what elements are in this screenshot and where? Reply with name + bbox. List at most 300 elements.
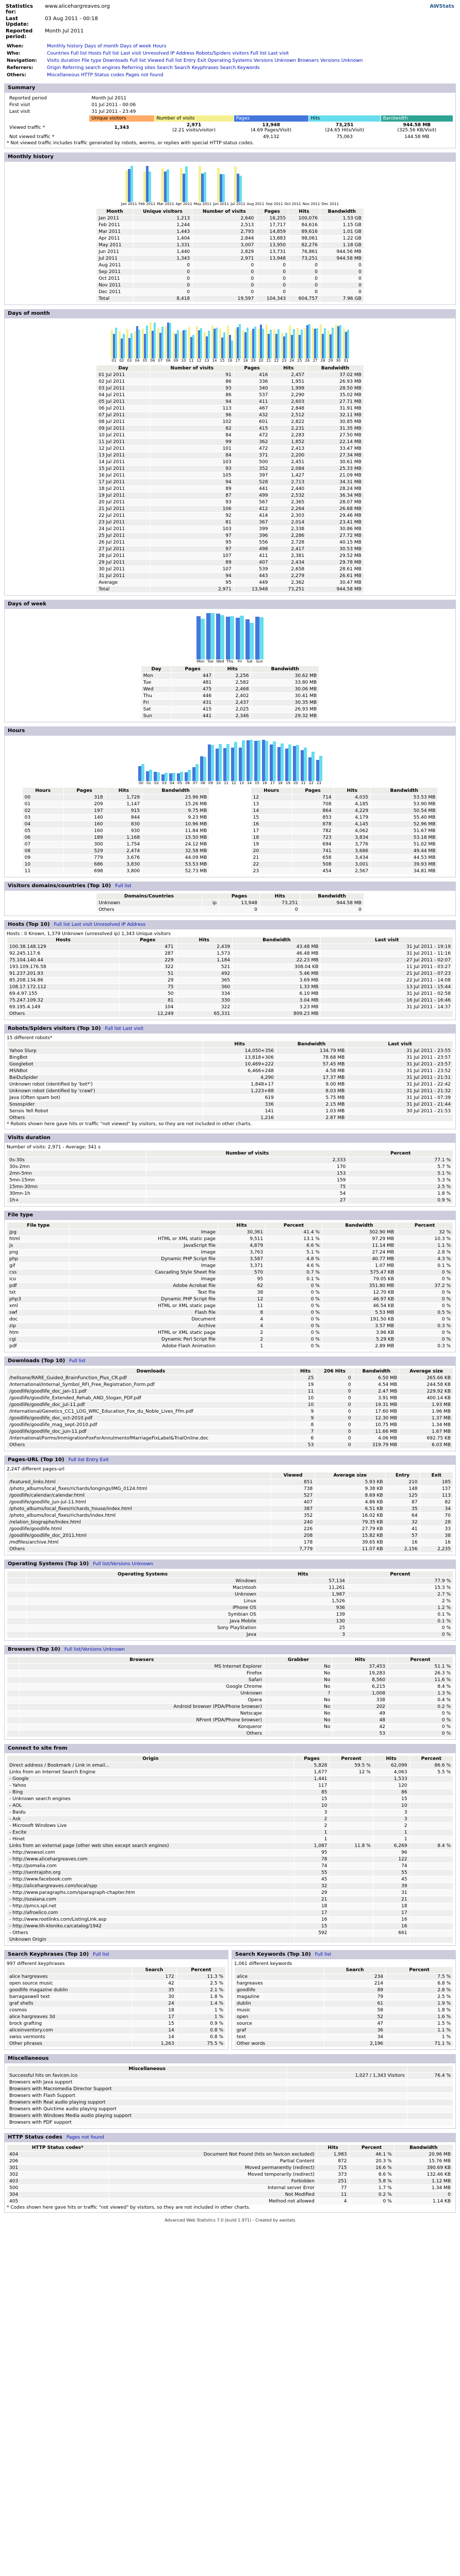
table-cell: 878 xyxy=(292,821,334,828)
chart-bar-group xyxy=(252,166,259,202)
nav-link[interactable]: Viewed xyxy=(147,58,165,63)
table-cell: 2,603 xyxy=(270,399,307,405)
table-cell: 10 xyxy=(373,1803,409,1809)
table-cell xyxy=(330,1910,373,1917)
table-cell: - AOL xyxy=(7,1803,294,1809)
table-cell xyxy=(330,1796,373,1803)
nav-link[interactable]: Full list xyxy=(250,51,267,56)
table-row xyxy=(22,821,209,828)
table-cell xyxy=(409,1783,453,1789)
nav-link[interactable]: Last visit xyxy=(268,51,289,56)
table-cell: ip xyxy=(202,900,219,907)
table-cell: 51.1 % xyxy=(387,1664,453,1670)
days-of-month-section-title xyxy=(4,309,456,318)
nav-link[interactable]: Visits duration xyxy=(47,58,80,63)
table-cell: 407 xyxy=(271,1499,315,1506)
chart-label: 04 xyxy=(170,781,174,785)
table-cell: Document Not Found (hits on favicon excluded) xyxy=(108,2151,317,2158)
table-cell: 37.02 MB xyxy=(307,372,364,379)
table-cell: 322 xyxy=(119,964,176,971)
table-cell xyxy=(330,1836,373,1843)
table-cell: 0 % xyxy=(397,1296,453,1303)
table-cell: 1.2 % xyxy=(347,1605,453,1612)
chart-bar-group xyxy=(234,166,242,202)
chart-bar xyxy=(281,743,284,781)
table-cell: 19 xyxy=(251,841,292,848)
table-cell: 30 Jul 2011 xyxy=(96,566,151,573)
table-cell: 12 Jul 2011 xyxy=(96,446,151,452)
table-cell: Dynamic Perl Script file xyxy=(70,1336,218,1343)
table-cell xyxy=(330,1883,373,1890)
section-link[interactable]: Pages not found xyxy=(66,2135,104,2140)
section-link[interactable]: Full list xyxy=(54,922,70,927)
table-header-row xyxy=(7,1571,453,1578)
table-cell: 103 xyxy=(150,459,234,466)
table-cell xyxy=(330,1896,373,1903)
nav-link[interactable]: Unresolved IP Address xyxy=(142,51,195,56)
table-cell: 22.23 MB xyxy=(233,957,321,964)
table-cell: 0.2 % xyxy=(387,1704,453,1710)
nav-link[interactable]: File type xyxy=(81,58,102,63)
table-cell: 153 xyxy=(146,1171,348,1177)
section-title-text: Days of week xyxy=(8,601,46,607)
table-cell: hargreaves xyxy=(235,1980,324,1987)
section-link[interactable]: Unresolved IP Address xyxy=(93,922,146,927)
table-cell: Adobe Flash Animation xyxy=(70,1343,218,1350)
table-row xyxy=(7,1375,453,1382)
table-cell: 30.53 MB xyxy=(307,546,364,553)
nav-link[interactable]: Versions xyxy=(253,58,273,63)
chart-bar-group xyxy=(111,323,117,359)
section-link[interactable]: Full list xyxy=(69,1359,86,1364)
table-cell: 1 xyxy=(294,1829,330,1836)
table-row xyxy=(7,1061,453,1068)
column-header: Hits xyxy=(270,365,307,372)
table-cell xyxy=(407,2113,453,2120)
table-cell: 0 xyxy=(320,276,364,282)
table-cell: 319.79 MB xyxy=(353,1442,399,1449)
summary-number: 944.58 MB xyxy=(403,123,431,128)
chart-label: 19 xyxy=(286,781,290,785)
nav-link[interactable]: Unknown xyxy=(341,58,363,63)
chart-bar xyxy=(288,744,291,781)
table-cell: 22 xyxy=(251,861,292,868)
table-cell: 0 % xyxy=(266,1323,322,1330)
table-cell: 31.91 MB xyxy=(307,405,364,412)
table-cell: 2,451 xyxy=(270,459,307,466)
table-cell: 21 xyxy=(294,1896,330,1903)
monthly-table xyxy=(96,208,364,302)
nav-link[interactable]: Versions xyxy=(320,58,340,63)
chart-bar xyxy=(188,770,191,781)
table-row xyxy=(7,2021,226,2027)
table-cell: /goodlife/goodlife.html xyxy=(7,1526,271,1533)
section-link[interactable]: Full list xyxy=(93,1952,109,1957)
table-cell: 25 xyxy=(258,1625,347,1632)
table-cell: 1.18 GB xyxy=(320,242,364,249)
chart-column xyxy=(255,613,264,664)
table-cell: 226 xyxy=(271,1526,315,1533)
summary-value: Month Jul 2011 xyxy=(89,95,453,102)
table-cell: 79 xyxy=(324,1994,386,2001)
table-cell: 69.195.4.149 xyxy=(7,1004,120,1011)
table-cell: Java xyxy=(27,1632,259,1638)
table-cell xyxy=(407,2099,453,2106)
table-cell: 2,829 xyxy=(192,249,256,256)
nav-link[interactable]: Unknown xyxy=(274,58,297,63)
section-link[interactable]: Entry xyxy=(86,1458,98,1463)
table-cell: 39 xyxy=(373,1883,409,1890)
summary-number: 1,343 xyxy=(114,125,129,130)
table-cell: 2.15 MB xyxy=(276,1101,347,1108)
filetypes-table xyxy=(7,1222,453,1350)
summary-value: 31 Jul 2011 - 23:49 xyxy=(89,109,453,115)
table-cell: 104,343 xyxy=(256,296,288,302)
table-row xyxy=(7,1731,453,1737)
chart-bar xyxy=(206,613,210,659)
chart-bar xyxy=(149,770,152,781)
table-cell: dublin xyxy=(235,2001,324,2007)
table-row xyxy=(7,1910,453,1917)
chart-bar-group xyxy=(161,166,169,202)
nav-link[interactable]: Exit xyxy=(197,58,206,63)
chart-bar-group xyxy=(134,323,140,359)
nav-link[interactable]: Downloads xyxy=(103,58,128,63)
table-cell: Dynamic PHP Script file xyxy=(70,1256,218,1263)
section-link[interactable]: Unknown xyxy=(132,1562,154,1567)
table-row xyxy=(7,1048,453,1055)
chart-label: 03 xyxy=(162,781,167,785)
nav-link[interactable]: Full list xyxy=(166,58,183,63)
table-cell: 373 xyxy=(317,2172,349,2178)
nav-link[interactable]: Referring search engines xyxy=(62,65,121,71)
table-row xyxy=(7,1415,453,1422)
table-row xyxy=(96,432,364,439)
table-cell: 441 xyxy=(234,486,270,493)
section-link[interactable]: Exit xyxy=(100,1458,109,1463)
chart-label: 16 xyxy=(262,781,267,785)
robots-table xyxy=(7,1041,453,1122)
section-link[interactable]: Full list xyxy=(68,1458,85,1463)
column-header: Hours xyxy=(251,788,292,794)
chart-label: 19 xyxy=(251,359,256,363)
table-cell: 209 xyxy=(63,801,105,808)
chart-bar-group xyxy=(297,323,303,359)
table-cell: 19 xyxy=(294,1382,316,1388)
summary-notviewed-label: Not viewed traffic * xyxy=(7,134,89,141)
table-row xyxy=(235,1994,453,2001)
table-cell: 234 xyxy=(324,1974,386,1980)
table-cell: 1.7 % xyxy=(349,2185,394,2192)
table-cell: 1 xyxy=(218,1343,265,1350)
table-cell xyxy=(409,1876,453,1883)
table-row xyxy=(7,1493,453,1499)
table-row xyxy=(96,479,364,486)
table-cell: 1 xyxy=(294,1836,330,1843)
column-header: Percent xyxy=(176,1967,225,1974)
table-cell: 08 xyxy=(22,848,63,855)
table-row xyxy=(7,1191,453,1197)
nav-link[interactable]: Hours xyxy=(153,44,167,49)
table-row xyxy=(7,1402,453,1409)
nav-link[interactable]: Search Keywords xyxy=(220,65,260,71)
table-cell: 18 xyxy=(373,1903,409,1910)
nav-link[interactable]: Full list xyxy=(103,51,119,56)
chart-column xyxy=(227,323,233,363)
table-cell: 3,371 xyxy=(218,1263,265,1269)
table-cell: 30.35 MB xyxy=(251,700,319,706)
table-cell: 723 xyxy=(292,835,334,841)
nav-link[interactable]: Hosts xyxy=(88,51,102,56)
table-cell: 95 xyxy=(150,580,234,586)
table-cell: 872 xyxy=(317,2158,349,2165)
table-cell: 43.48 MB xyxy=(233,944,321,951)
nav-link[interactable]: Referring sites xyxy=(122,65,156,71)
nav-link[interactable]: Days of week xyxy=(120,44,152,49)
nav-link[interactable]: Robots/Spiders visitors xyxy=(195,51,249,56)
file-type-section xyxy=(4,1211,456,1352)
table-cell: 18 xyxy=(132,2007,177,2014)
table-cell: Flash file xyxy=(70,1310,218,1316)
table-row xyxy=(7,1843,453,1850)
table-cell: 45 xyxy=(373,1876,409,1883)
table-cell: 2,303 xyxy=(270,513,307,519)
table-row xyxy=(141,680,319,686)
search-section xyxy=(4,1950,456,2050)
table-cell xyxy=(287,2106,407,2113)
nav-link[interactable]: Pages not found xyxy=(125,73,163,78)
section-link[interactable]: Full list/Versions xyxy=(64,1647,102,1652)
table-cell: 2 xyxy=(218,1336,265,1343)
table-row xyxy=(96,560,364,566)
table-row xyxy=(141,673,319,680)
column-header: Viewed xyxy=(271,1472,315,1479)
column-header: Entry xyxy=(385,1472,420,1479)
table-cell: 2.5 % xyxy=(386,1994,453,2001)
table-row xyxy=(7,997,453,1004)
nav-link[interactable]: Last visit xyxy=(120,51,141,56)
table-cell: 27.71 MB xyxy=(307,399,364,405)
table-cell: 31 Jul 2011 - 21:51 xyxy=(347,1075,453,1081)
table-cell: 0.9 % xyxy=(348,1197,453,1204)
table-cell: 1,677 xyxy=(294,1769,330,1776)
summary-number: 73,251 xyxy=(335,123,354,128)
table-cell: 47 xyxy=(324,2021,386,2027)
table-cell: 6.03 MB xyxy=(400,1442,453,1449)
table-cell: 1,184 xyxy=(176,957,233,964)
table-cell: 13,818+306 xyxy=(203,1055,276,1061)
table-cell: 2,844 xyxy=(192,235,256,242)
table-row xyxy=(7,1863,453,1870)
table-cell: 44.09 MB xyxy=(142,855,209,861)
pages-url-section-body xyxy=(4,1464,456,1555)
chart-bar xyxy=(226,744,229,781)
table-cell: Tue xyxy=(141,680,172,686)
table-cell xyxy=(7,1690,20,1697)
table-cell: 12.70 KB xyxy=(322,1290,396,1296)
table-cell: 9 xyxy=(294,1409,316,1415)
table-cell: MS Internet Explorer xyxy=(19,1664,264,1670)
table-cell: 13,948 xyxy=(234,586,270,593)
summary-blank xyxy=(7,115,89,122)
chart-bar xyxy=(226,617,230,659)
table-cell: 2mn-5mn xyxy=(7,1171,146,1177)
table-cell: 8,418 xyxy=(133,296,192,302)
chart-bar-group xyxy=(216,613,224,659)
table-cell: 340 xyxy=(234,385,270,392)
table-cell: jpg xyxy=(7,1229,70,1236)
table-cell: 27 xyxy=(146,1197,348,1204)
table-cell: open xyxy=(235,2014,324,2021)
miscellaneous-section xyxy=(4,2054,456,2129)
section-link[interactable]: Full list xyxy=(115,884,132,889)
table-cell: png xyxy=(7,1249,70,1256)
chart-column xyxy=(277,740,284,785)
table-cell: 98,061 xyxy=(288,235,320,242)
chart-label: Jun 2011 xyxy=(213,202,229,206)
table-cell xyxy=(409,1917,453,1923)
nav-link[interactable]: Miscellaneous xyxy=(47,73,80,78)
table-cell: 202 xyxy=(333,1704,388,1710)
table-cell: 1.12 MB xyxy=(394,2178,453,2185)
chart-bar xyxy=(347,330,349,359)
table-cell: 46.97 KB xyxy=(322,1296,396,1303)
nav-link[interactable]: Origin xyxy=(47,65,61,71)
table-cell: 13 xyxy=(251,801,292,808)
connect-from-section-body xyxy=(4,1753,456,1946)
section-title-text: Monthly history xyxy=(8,154,54,160)
table-cell: 92 xyxy=(150,513,234,519)
table-row xyxy=(96,553,364,560)
section-link[interactable]: Last visit xyxy=(122,1026,143,1031)
hosts-section-title xyxy=(4,920,456,929)
table-cell: 2 xyxy=(294,1823,330,1829)
table-cell: 101 xyxy=(150,446,234,452)
table-cell: 11 Jul 2011 - 03:27 xyxy=(321,964,453,971)
nav-link[interactable]: Days of month xyxy=(84,44,119,49)
nav-link[interactable]: Operating Systems xyxy=(207,58,252,63)
table-cell: 2,971 xyxy=(192,256,256,262)
nav-link[interactable]: Monthly history xyxy=(47,44,83,49)
section-link[interactable]: Last visit xyxy=(71,922,92,927)
table-cell: 5.5 % xyxy=(409,1769,453,1776)
chart-column xyxy=(266,166,283,206)
table-cell: 2 % xyxy=(347,1598,453,1605)
table-cell: No xyxy=(265,1684,333,1690)
table-cell: 0 xyxy=(288,289,320,296)
nav-link[interactable]: Search Keyphrases xyxy=(174,65,219,71)
table-cell: 5mn-15mn xyxy=(7,1177,146,1184)
table-cell: 1 xyxy=(373,1829,409,1836)
table-cell: 0 % xyxy=(266,1343,322,1350)
table-cell: 27.72 MB xyxy=(307,533,364,539)
table-cell: 86 xyxy=(150,392,234,399)
table-cell: 82 xyxy=(150,426,234,432)
table-cell xyxy=(409,1803,453,1809)
reported-period-select[interactable]: Month Jul 2011 xyxy=(45,28,84,34)
table-cell: 84,616 xyxy=(288,222,320,229)
table-cell: 141 xyxy=(203,1108,276,1115)
table-cell: 308.04 KB xyxy=(233,964,321,971)
chart-bar xyxy=(250,740,253,781)
table-cell: 16 Jul 2011 - 16:46 xyxy=(321,997,453,1004)
table-cell: source xyxy=(235,2021,324,2027)
table-cell: 1,027 / 1,343 Visitors xyxy=(287,2073,407,2079)
table-cell xyxy=(409,1809,453,1816)
nav-link[interactable]: Browsers xyxy=(297,58,319,63)
nav-link[interactable]: Entry xyxy=(183,58,196,63)
chart-label: 13 xyxy=(239,781,244,785)
table-header-row xyxy=(96,365,364,372)
table-cell xyxy=(330,1809,373,1816)
table-row xyxy=(7,1717,453,1724)
table-cell: brock grafting xyxy=(7,2021,132,2027)
table-cell: 1.01 GB xyxy=(320,229,364,235)
chart-bar-group xyxy=(206,613,215,659)
table-cell: 4,145 xyxy=(334,821,370,828)
table-cell: 0 % xyxy=(266,1330,322,1336)
table-cell: 30.61 MB xyxy=(307,459,364,466)
table-cell: 475 xyxy=(172,686,214,693)
section-link[interactable]: Full list xyxy=(105,1026,121,1031)
chart-bar-group xyxy=(227,323,233,359)
chart-label: Nov 2011 xyxy=(302,202,320,206)
table-cell: 1,087 xyxy=(294,1843,330,1850)
section-link[interactable]: Full list xyxy=(315,1952,332,1957)
table-cell: 6 xyxy=(294,1435,316,1442)
table-cell: 521 xyxy=(176,964,233,971)
browsers-table xyxy=(7,1656,453,1737)
chart-bar xyxy=(149,172,151,202)
keywords-table xyxy=(234,1967,453,2047)
chart-column xyxy=(192,740,199,785)
table-cell: htm xyxy=(7,1330,70,1336)
column-header: Browsers xyxy=(19,1657,264,1664)
section-link[interactable]: Unknown xyxy=(103,1647,125,1652)
table-cell: 75 xyxy=(146,1184,348,1191)
nav-link[interactable]: Search xyxy=(157,65,173,71)
table-cell xyxy=(7,1585,27,1591)
table-cell: 27.34 MB xyxy=(307,452,364,459)
chart-bar xyxy=(201,619,205,659)
table-cell: 19 Jul 2011 xyxy=(96,493,151,499)
table-cell: 0 xyxy=(288,269,320,276)
table-row xyxy=(7,1055,453,1061)
awstats-logo[interactable]: AWStats xyxy=(430,4,454,9)
table-row xyxy=(251,815,438,821)
nav-link[interactable]: Countries xyxy=(47,51,70,56)
table-cell: 11.07 KB xyxy=(315,1546,385,1553)
nav-link[interactable]: Full list xyxy=(71,51,87,56)
table-cell: Successful hits on favicon.ico xyxy=(7,2073,287,2079)
table-cell: 2,474 xyxy=(105,848,142,855)
table-row xyxy=(7,1177,453,1184)
nav-link[interactable]: HTTP Status codes xyxy=(80,73,124,78)
section-title-text: Connect to site from xyxy=(8,1745,68,1751)
nav-link[interactable]: Full list xyxy=(129,58,146,63)
table-cell: Sat xyxy=(141,706,172,713)
table-row xyxy=(96,539,364,546)
table-row xyxy=(7,1710,453,1717)
table-cell: - Yahoo xyxy=(7,1783,294,1789)
column-header: Bandwidth xyxy=(142,788,209,794)
table-cell: 302 xyxy=(7,2172,109,2178)
section-link[interactable]: Full list/Versions xyxy=(93,1562,130,1567)
table-row xyxy=(235,1974,453,1980)
chart-label: 07 xyxy=(158,359,163,363)
table-cell: 94 xyxy=(150,479,234,486)
table-cell: 34 xyxy=(324,2034,386,2041)
